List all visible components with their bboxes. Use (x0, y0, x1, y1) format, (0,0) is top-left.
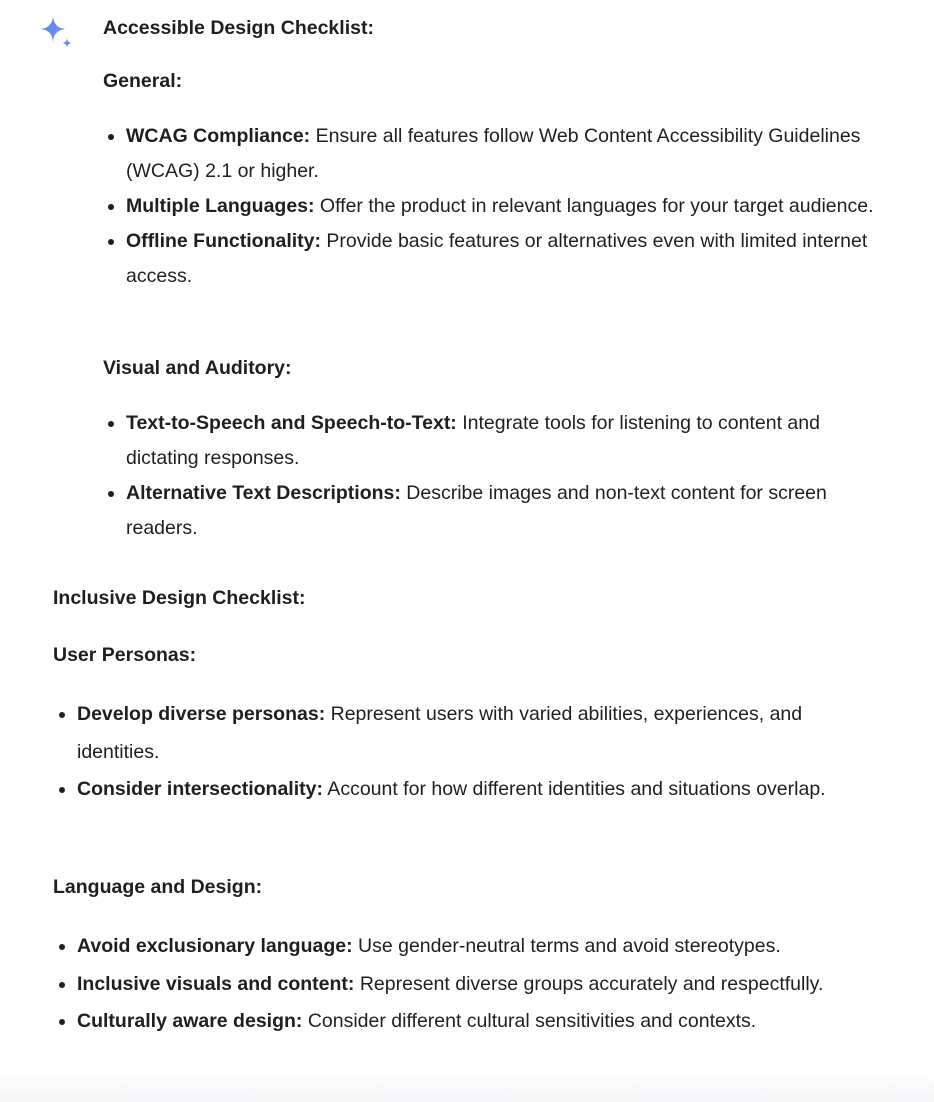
list-item: Inclusive visuals and content: Represent diverse groups accurately and respectfully. (77, 966, 889, 1004)
accessible-checklist-title: Accessible Design Checklist: (103, 17, 374, 39)
list-item: Culturally aware design: Consider different cultural sensitivities and contexts. (77, 1003, 889, 1041)
user-personas-heading: User Personas: (53, 644, 197, 666)
list-item: Develop diverse personas: Represent users with varied abilities, experiences, and identities. (77, 696, 889, 771)
list-item: Offline Functionality: Provide basic features or alternatives even with limited internet access. (126, 224, 896, 294)
list-item: Alternative Text Descriptions: Describe images and non-text content for screen readers. (126, 476, 896, 546)
bottom-fade (0, 1068, 934, 1102)
visual-auditory-list (126, 406, 896, 546)
user-personas-list (77, 696, 889, 809)
list-item: Avoid exclusionary language: Use gender-neutral terms and avoid stereotypes. (77, 928, 889, 966)
general-heading: General: (103, 70, 183, 92)
visual-auditory-heading: Visual and Auditory: (103, 357, 292, 379)
list-item: Text-to-Speech and Speech-to-Text: Integrate tools for listening to content and dictating responses. (126, 406, 896, 476)
general-list (126, 119, 896, 294)
list-item: Multiple Languages: Offer the product in relevant languages for your target audience. (126, 189, 896, 224)
list-item: Consider intersectionality: Account for how different identities and situations overlap. (77, 771, 889, 809)
language-design-heading: Language and Design: (53, 876, 263, 898)
inclusive-checklist-title: Inclusive Design Checklist: (53, 587, 306, 609)
list-item: WCAG Compliance: Ensure all features follow Web Content Accessibility Guidelines (WCAG) 2.1 or higher. (126, 119, 896, 189)
gemini-sparkle-icon (36, 14, 76, 54)
language-design-list (77, 928, 889, 1041)
